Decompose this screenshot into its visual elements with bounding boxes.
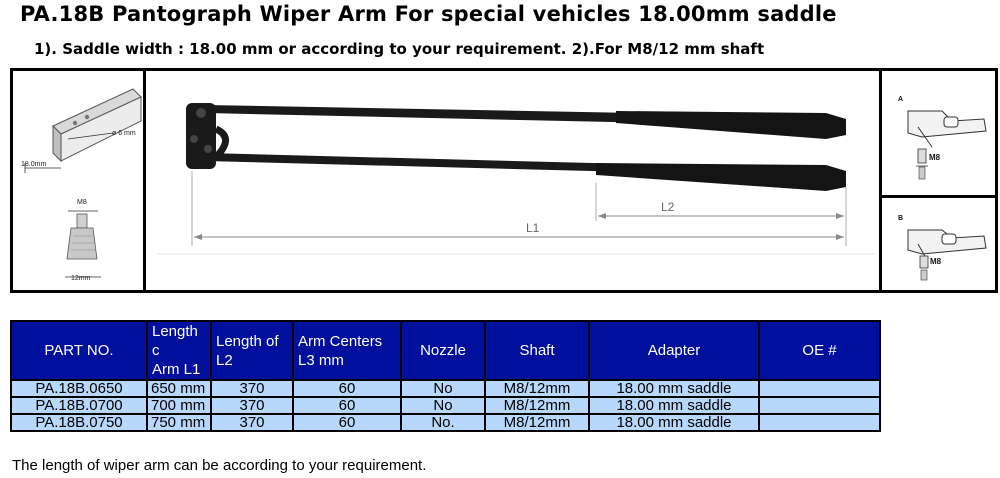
col-arm-centers-line2: L3 mm: [298, 351, 344, 369]
col-length-l1-line2: Arm L1: [152, 361, 201, 378]
col-shaft: Shaft: [485, 321, 589, 380]
table-row: [11, 397, 880, 414]
cell-shaft: M8/12mm: [485, 380, 589, 397]
col-length-l2-line1: Length of: [216, 332, 279, 350]
adapter-option-b: [882, 198, 995, 290]
cell-oe: [759, 414, 880, 431]
cell-l2: 370: [211, 414, 293, 431]
cell-nozzle: No: [401, 380, 485, 397]
adapter-options-panel: [879, 71, 995, 290]
saddle-detail-panel: [13, 71, 146, 290]
col-arm-centers: [293, 321, 401, 380]
col-length-l1: [147, 321, 211, 380]
cell-nozzle: No.: [401, 414, 485, 431]
col-oe: OE #: [759, 321, 880, 380]
table-row: [11, 380, 880, 397]
cell-part-no: PA.18B.0650: [11, 380, 147, 397]
spec-table: [10, 320, 881, 432]
cell-l1: 650 mm: [147, 380, 211, 397]
cell-l1: 750 mm: [147, 414, 211, 431]
m8-a-label: M8: [929, 153, 941, 162]
col-nozzle: Nozzle: [401, 321, 485, 380]
requirement-note: The length of wiper arm can be according to your requirement.: [12, 457, 427, 474]
cell-nozzle: No: [401, 397, 485, 414]
adapter-option-a: [882, 71, 995, 198]
adapter-a-drawing: [882, 71, 995, 195]
m8-b-label: M8: [930, 257, 942, 266]
dim-18mm-label: 18.0mm: [21, 161, 47, 168]
dim-12mm-label: 12mm: [71, 275, 91, 282]
wiper-arm-drawing: [146, 71, 879, 290]
upper-arm-end: [616, 111, 846, 139]
cell-l2: 370: [211, 380, 293, 397]
cell-l3: 60: [293, 380, 401, 397]
col-part-no: PART NO.: [11, 321, 147, 380]
cell-l2: 370: [211, 397, 293, 414]
cell-adapter: 18.00 mm saddle: [589, 414, 759, 431]
cell-part-no: PA.18B.0700: [11, 397, 147, 414]
cell-shaft: M8/12mm: [485, 397, 589, 414]
product-figure: [10, 68, 998, 293]
adapter-b-drawing: [882, 198, 995, 290]
col-length-l2-line2: L2: [216, 351, 233, 369]
cell-l3: 60: [293, 397, 401, 414]
cell-oe: [759, 380, 880, 397]
page-subtitle: 1). Saddle width : 18.00 mm or according to your requirement. 2).For M8/12 mm shaft: [34, 40, 765, 58]
cell-part-no: PA.18B.0750: [11, 414, 147, 431]
col-length-l2: [211, 321, 293, 380]
spec-table-header: [11, 321, 880, 380]
cell-shaft: M8/12mm: [485, 414, 589, 431]
dim-6mm-label: ø 6 mm: [112, 130, 136, 137]
dim-m8-label: M8: [77, 199, 87, 206]
col-arm-centers-line1: Arm Centers: [298, 332, 383, 350]
label-l1: L1: [526, 221, 540, 235]
page-title: PA.18B Pantograph Wiper Arm For special vehicles 18.00mm saddle: [20, 2, 837, 26]
lower-arm-end: [596, 163, 846, 191]
saddle-drawing: [13, 71, 143, 290]
label-l2: L2: [661, 200, 675, 214]
wiper-arm-panel: [146, 71, 879, 290]
col-adapter: Adapter: [589, 321, 759, 380]
cell-adapter: 18.00 mm saddle: [589, 397, 759, 414]
cell-l1: 700 mm: [147, 397, 211, 414]
label-b: B: [898, 215, 904, 222]
label-a: A: [898, 96, 904, 103]
col-length-l1-line1: Length c: [152, 323, 198, 359]
cell-adapter: 18.00 mm saddle: [589, 380, 759, 397]
cell-oe: [759, 397, 880, 414]
table-row: [11, 414, 880, 431]
cell-l3: 60: [293, 414, 401, 431]
